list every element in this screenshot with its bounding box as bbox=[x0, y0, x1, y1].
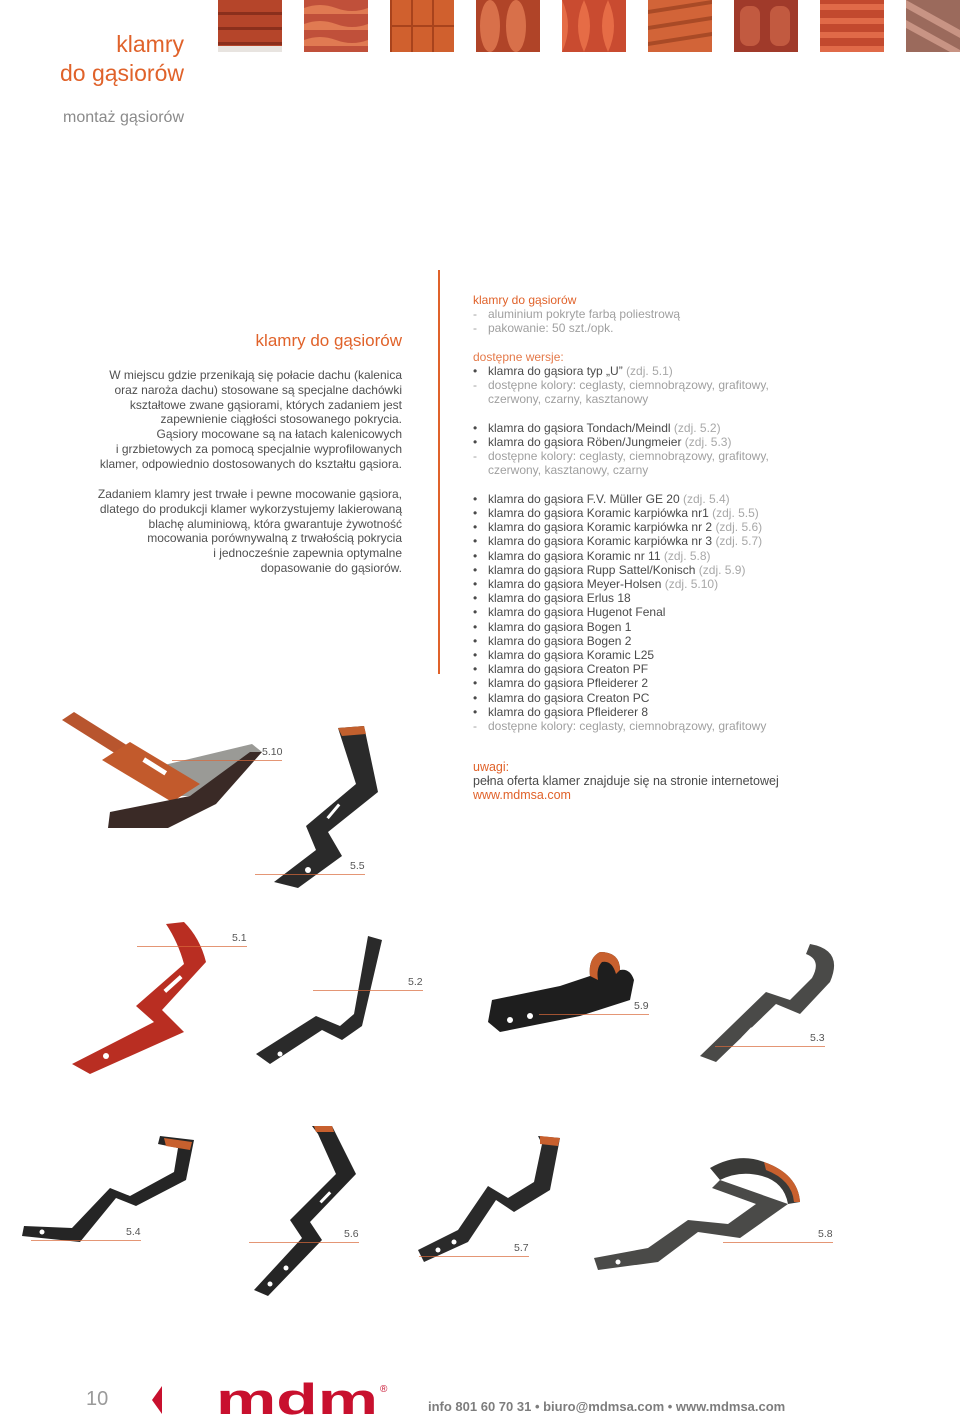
intro-p2-line: i jednocześnie zapewnia optymalne bbox=[213, 546, 402, 561]
list-item: • klamra do gąsiora F.V. Müller GE 20 (zdj. 5.4) bbox=[473, 491, 730, 506]
clip-photo-5-3 bbox=[680, 930, 850, 1080]
note-text: pełna oferta klamer znajduje się na stronie internetowej bbox=[473, 774, 779, 789]
photo-label-5-6: 5.6 bbox=[344, 1228, 359, 1240]
list-item: • klamra do gąsiora Koramic karpiówka nr 2 (zdj. 5.6) bbox=[473, 520, 763, 535]
intro-p2-line: blachę aluminiową, która gwarantuje żywotność bbox=[148, 516, 402, 531]
list-item: • klamra do gąsiora Koramic L25 bbox=[473, 648, 655, 663]
list-item: • klamra do gąsiora Creaton PF bbox=[473, 662, 649, 677]
intro-heading: klamry do gąsiorów bbox=[255, 331, 402, 350]
spec-line: - aluminium pokryte farbą poliestrową bbox=[473, 307, 681, 322]
spec-block bbox=[473, 293, 933, 733]
list-item: • klamra do gąsiora Rupp Sattel/Konisch (zdj. 5.9) bbox=[473, 562, 746, 577]
contact-line: info 801 60 70 31 • biuro@mdmsa.com • www.mdmsa.com bbox=[428, 1399, 786, 1414]
spec-heading: klamry do gąsiorów bbox=[473, 293, 577, 307]
intro-p1-line: i grzbietowych za pomocą specjalnie wyprofilowanych bbox=[115, 441, 402, 456]
list-item: • klamra do gąsiora Röben/Jungmeier (zdj. 5.3) bbox=[473, 435, 732, 449]
roof-tile-photo-5 bbox=[562, 0, 626, 52]
clip-photo-5-1 bbox=[66, 918, 246, 1078]
photo-label-5-1: 5.1 bbox=[232, 932, 247, 944]
clip-photo-5-5 bbox=[268, 722, 398, 892]
photo-label-5-7: 5.7 bbox=[514, 1242, 529, 1254]
intro-p2-line: Zadaniem klamry jest trwałe i pewne mocowanie gąsiora, bbox=[97, 487, 402, 501]
clip-photo-5-10 bbox=[40, 700, 283, 840]
page-subtitle: montaż gąsiorów bbox=[63, 109, 184, 126]
intro-p1-line: W miejscu gdzie przenikają się połacie dachu (kalenica bbox=[109, 368, 402, 382]
list-item: • klamra do gąsiora typ „U” (zdj. 5.1) bbox=[473, 364, 673, 378]
intro-p1-line: zapewnienie ciągłości stosowanego pokrycia. bbox=[160, 412, 402, 427]
roof-tile-photo-3 bbox=[390, 0, 454, 52]
list-item: • klamra do gąsiora Pfleiderer 2 bbox=[473, 676, 649, 691]
roof-tile-photo-8 bbox=[820, 0, 884, 52]
photo-label-5-2: 5.2 bbox=[408, 976, 423, 988]
list-item: • klamra do gąsiora Bogen 1 bbox=[473, 619, 632, 634]
list-item: • klamra do gąsiora Koramic nr 11 (zdj. 5.8) bbox=[473, 548, 711, 563]
clip-photo-5-9 bbox=[470, 940, 650, 1070]
logo-text: mdm bbox=[216, 1382, 378, 1418]
roof-tile-photo-7 bbox=[734, 0, 798, 52]
page-title bbox=[40, 30, 184, 88]
page-title-line2: do gąsiorów bbox=[59, 60, 184, 86]
clip-photo-5-2 bbox=[250, 930, 400, 1080]
note-block bbox=[473, 760, 933, 803]
intro-p1-line: Gąsiory mocowane są na łatach kalenicowych bbox=[156, 427, 402, 442]
list-item: • klamra do gąsiora Tondach/Meindl (zdj. 5.2) bbox=[473, 420, 721, 435]
clip-photo-5-6 bbox=[246, 1120, 366, 1300]
list-item: • klamra do gąsiora Erlus 18 bbox=[473, 591, 631, 606]
spec-line: - pakowanie: 50 szt./opk. bbox=[473, 321, 614, 336]
intro-p2-line: dlatego do produkcji klamer wykorzystujemy lakierowaną bbox=[99, 501, 402, 516]
logo-registered-mark: ® bbox=[380, 1384, 388, 1395]
photo-label-5-4: 5.4 bbox=[126, 1226, 141, 1238]
column-divider bbox=[438, 270, 440, 674]
page-title-line1: klamry bbox=[116, 31, 184, 57]
list-item: • klamra do gąsiora Koramic karpiówka nr 3 (zdj. 5.7) bbox=[473, 534, 763, 549]
clip-photo-5-7 bbox=[410, 1130, 580, 1270]
roof-tile-photo-strip bbox=[218, 0, 960, 52]
page-number: 10 bbox=[86, 1388, 109, 1410]
list-item: • klamra do gąsiora Hugenot Fenal bbox=[473, 605, 666, 620]
roof-tile-photo-9 bbox=[906, 0, 960, 52]
mdm-logo bbox=[216, 1382, 392, 1418]
roof-tile-photo-2 bbox=[304, 0, 368, 52]
intro-p1-line: klamer, odpowiednio dostosowanych do kształtu gąsiora. bbox=[99, 456, 402, 471]
photo-label-5-9: 5.9 bbox=[634, 1000, 649, 1012]
intro-p1-line: kształtowe zwane gąsiorami, których zadaniem jest bbox=[129, 397, 402, 412]
intro-paragraph-1 bbox=[80, 368, 402, 472]
intro-p1-line: oraz naroża dachu) stosowane są specjalne dachówki bbox=[114, 382, 402, 397]
versions-heading: dostępne wersje: bbox=[473, 349, 564, 364]
note-heading: uwagi: bbox=[473, 760, 510, 774]
colors-line: czerwony, kasztanowy, czarny bbox=[488, 463, 649, 478]
colors-line: - dostępne kolory: ceglasty, ciemnobrązowy, grafitowy, bbox=[473, 449, 769, 464]
intro-p2-line: dopasowanie do gąsiorów. bbox=[260, 560, 402, 575]
list-item: • klamra do gąsiora Meyer-Holsen (zdj. 5.10) bbox=[473, 577, 719, 592]
roof-tile-photo-4 bbox=[476, 0, 540, 52]
photo-label-5-8: 5.8 bbox=[818, 1228, 833, 1240]
list-item: • klamra do gąsiora Koramic karpiówka nr1 (zdj. 5.5) bbox=[473, 506, 759, 520]
colors-line: czerwony, czarny, kasztanowy bbox=[488, 392, 649, 407]
list-item: • klamra do gąsiora Pfleiderer 8 bbox=[473, 704, 649, 719]
intro-paragraph-2 bbox=[80, 487, 402, 576]
roof-tile-photo-1 bbox=[218, 0, 282, 52]
chevron-left-icon bbox=[150, 1386, 164, 1414]
photo-label-5-10: 5.10 bbox=[262, 746, 283, 758]
website-link[interactable]: www.mdmsa.com bbox=[473, 788, 571, 803]
product-list bbox=[473, 492, 933, 719]
photo-label-5-5: 5.5 bbox=[350, 860, 365, 872]
list-item: • klamra do gąsiora Bogen 2 bbox=[473, 633, 632, 648]
intro-p2-line: mocowania porównywalną z trwałością pokrycia bbox=[147, 531, 402, 546]
clip-photo-5-8 bbox=[588, 1140, 828, 1300]
list-item: • klamra do gąsiora Creaton PC bbox=[473, 690, 650, 705]
photo-label-5-3: 5.3 bbox=[810, 1032, 825, 1044]
colors-line: - dostępne kolory: ceglasty, ciemnobrązowy, grafitowy, bbox=[473, 378, 769, 393]
colors-line: - dostępne kolory: ceglasty, ciemnobrązowy, grafitowy bbox=[473, 719, 767, 734]
roof-tile-photo-6 bbox=[648, 0, 712, 52]
